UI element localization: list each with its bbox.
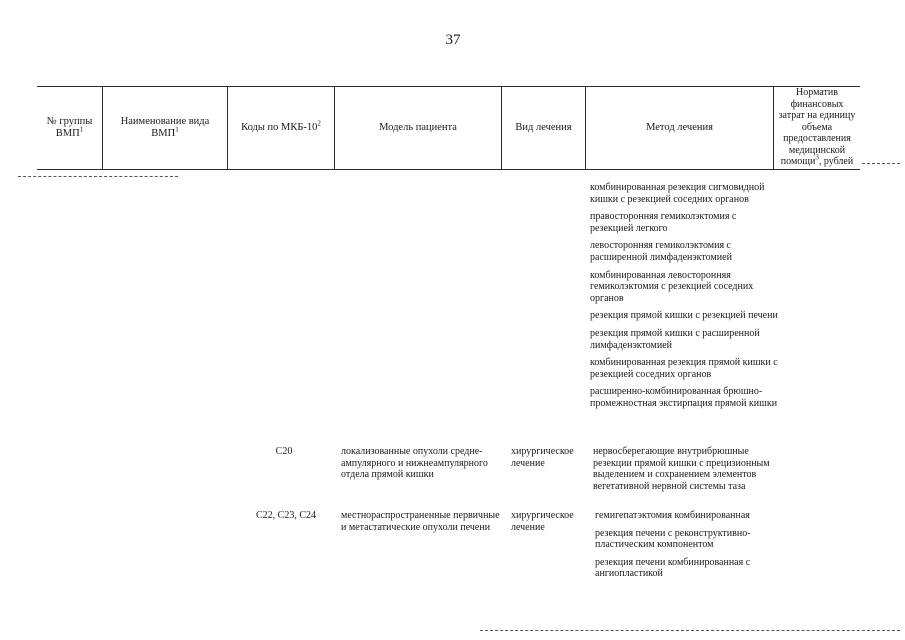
method-item: резекция прямой кишки с резекцией печени <box>590 310 778 322</box>
scan-artifact-line <box>18 176 178 177</box>
table-header <box>37 86 860 170</box>
header-treatment-method-label: Метод лечения <box>646 122 713 133</box>
row-c22-treatment: хирургическое лечение <box>511 510 574 533</box>
header-vmp-name-label: Наименование вида ВМП <box>120 116 210 139</box>
footnote-mark: 1 <box>175 125 179 134</box>
header-treatment-type <box>502 87 586 169</box>
row-c20-code: C20 <box>275 446 293 457</box>
method-item: комбинированная левосторонняя гемиколэктомия с резекцией соседних органов <box>590 269 754 304</box>
method-item: левосторонняя гемиколэктомия с расширенной лимфаденэктомией <box>590 240 732 263</box>
header-cost-norm <box>774 87 860 169</box>
method-item: резекция прямой кишки с расширенной лимфаденэктомией <box>590 327 760 351</box>
header-icd-codes-label: Коды по МКБ-10 <box>241 122 318 133</box>
row-c20-model: локализованные опухоли средне-ампулярного и нижнеампулярного отдела прямой кишки <box>341 446 488 481</box>
footnote-mark: 3 <box>815 153 819 162</box>
footnote-mark: 2 <box>317 119 321 128</box>
header-cost-norm-tail: , рублей <box>818 156 854 167</box>
row-c22-methods <box>595 510 785 586</box>
header-group-number <box>37 87 103 169</box>
method-item: комбинированная резекция прямой кишки с резекцией соседних органов <box>590 357 778 380</box>
row-c20-methods <box>593 446 783 498</box>
method-item: резекция печени комбинированная с ангиопластикой <box>595 556 751 580</box>
header-group-number-label: № группы ВМП <box>46 116 93 139</box>
method-item: гемигепатэктомия комбинированная <box>595 510 750 521</box>
continued-method-list <box>590 182 780 416</box>
header-treatment-method <box>586 87 774 169</box>
method-item: нервосберегающие внутрибрюшные резекции прямой кишки с прецизионным выделением и сохранением элементов вегетативной нервной системы таза <box>593 446 770 492</box>
scan-artifact-line <box>480 630 900 631</box>
method-item: комбинированная резекция сигмовидной кишки с резекцией соседних органов <box>590 182 765 205</box>
header-icd-codes <box>228 87 335 169</box>
footnote-mark: 1 <box>79 125 84 134</box>
header-treatment-type-label: Вид лечения <box>515 122 572 133</box>
row-c22-code: C22, C23, C24 <box>255 510 316 521</box>
header-patient-model-label: Модель пациента <box>379 122 457 133</box>
header-patient-model <box>335 87 502 169</box>
page-number: 37 <box>445 32 461 48</box>
method-item: расширенно-комбинированная брюшно-промежностная экстирпация прямой кишки <box>590 386 778 409</box>
header-vmp-name <box>103 87 228 169</box>
row-c20-treatment: хирургическое лечение <box>511 446 574 469</box>
method-item: правосторонняя гемиколэктомия с резекцией легкого <box>590 211 737 234</box>
scan-artifact-line <box>862 163 900 164</box>
row-c22-model: местнораспространенные первичные и метастатические опухоли печени <box>341 510 500 533</box>
method-item: резекция печени с реконструктивно-пластическим компонентом <box>595 527 751 551</box>
header-cost-norm-label: Норматив финансовых затрат на единицу объема предоставления медицинской помощи <box>778 87 856 167</box>
